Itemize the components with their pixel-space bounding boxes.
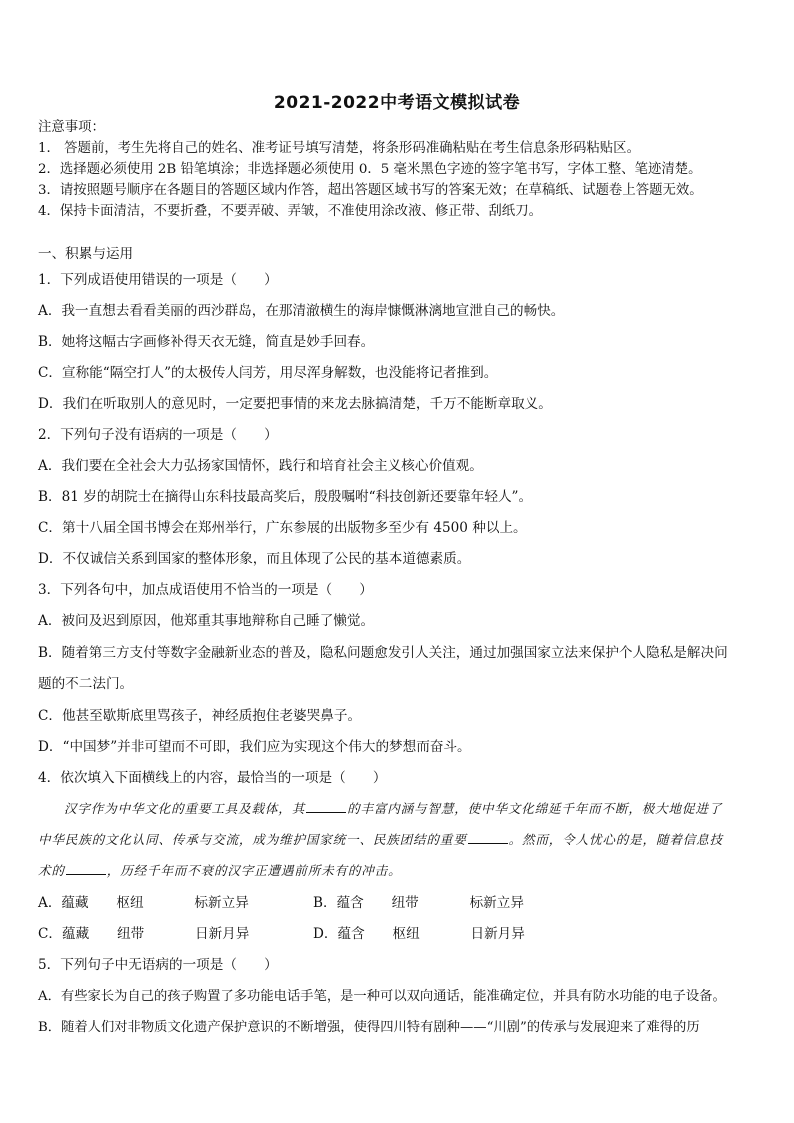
option-word: 枢纽 [116,895,144,911]
notice-item: 4．保持卡面清洁，不要折叠，不要弄破、弄皱，不准使用涂改液、修正带、刮纸刀。 [38,204,542,219]
question-stem: 4．依次填入下面横线上的内容，最恰当的一项是（ ） [38,770,387,786]
option-letter: B． [313,895,337,911]
passage-text: 。然而，令人忧心的是，随着信息技 [508,832,723,847]
answer-option-b [313,893,524,913]
option-word: 日新月异 [470,926,525,942]
option-letter: D． [313,926,338,942]
section-heading: 一、积累与运用 [38,246,134,262]
option-letter: A． [38,895,62,911]
option-word: 纽带 [391,895,419,911]
answer-option: A．我们要在全社会大力弘扬家国情怀，践行和培育社会主义核心价值观。 [38,458,483,474]
notice-item: 1． 答题前，考生先将自己的姓名、准考证号填写清楚，将条形码准确粘贴在考生信息条形码粘贴区。 [38,141,640,156]
question-stem: 1．下列成语使用错误的一项是（ ） [38,272,278,288]
question-stem: 5．下列句子中无语病的一项是（ ） [38,957,278,973]
fill-blank[interactable] [66,862,106,875]
answer-option: A．有些家长为自己的孩子购置了多功能电话手笔，是一种可以双向通话，能准确定位，并具有防水功能的电子设备。 [38,989,726,1004]
answer-option-c [38,924,249,944]
answer-option: C．第十八届全国书博会在郑州举行，广东参展的出版物多至少有 4500 种以上。 [38,520,527,536]
option-word: 标新立异 [194,895,249,911]
exam-title: 2021-2022中考语文模拟试卷 [273,93,521,113]
answer-option-a [38,893,249,913]
fill-blank[interactable] [468,831,508,844]
answer-option: D．不仅诚信关系到国家的整体形象，而且体现了公民的基本道德素质。 [38,551,471,567]
notice-heading: 注意事项： [38,120,105,135]
option-word: 日新月异 [195,926,250,942]
answer-option: A．我一直想去看看美丽的西沙群岛，在那清澈横生的海岸慷慨淋漓地宣泄自己的畅快。 [38,303,565,319]
option-word: 蕴藏 [62,926,90,942]
answer-option: B．随着第三方支付等数字金融新业态的普及，隐私问题愈发引人关注，通过加强国家立法来保护个人隐私是解决问 [38,645,728,661]
passage-text: 的丰富内涵与智慧，使中华文化绵延千年而不断，极大地促进了 [347,801,723,816]
passage-line [38,799,760,819]
notice-item: 3．请按照题号顺序在各题目的答题区域内作答，超出答题区域书写的答案无效；在草稿纸、试题卷上答题无效。 [38,183,703,198]
answer-option: D．“中国梦”并非可望而不可即，我们应为实现这个伟大的梦想而奋斗。 [38,739,471,755]
fill-blank[interactable] [306,800,346,813]
answer-option: C．他甚至歇斯底里骂孩子，神经质抱住老婆哭鼻子。 [38,708,362,724]
answer-option: B．81 岁的胡院士在摘得山东科技最高奖后，殷殷嘱咐“科技创新还要靠年轻人”。 [38,489,533,505]
option-word: 标新立异 [469,895,524,911]
option-word: 蕴含 [337,926,365,942]
passage-line [38,830,760,850]
notice-item: 2．选择题必须使用 2B 铅笔填涂；非选择题必须使用 0．5 毫米黑色字迹的签字笔书写，字体工整、笔迹清楚。 [38,162,702,177]
option-word: 蕴藏 [61,895,89,911]
option-letter: C． [38,926,62,942]
option-word: 枢纽 [392,926,420,942]
answer-option: C．宣称能“隔空打人”的太极传人闫芳，用尽浑身解数，也没能将记者推到。 [38,365,498,381]
option-word: 蕴含 [336,895,364,911]
passage-text: 汉字作为中华文化的重要工具及载体，其 [64,801,306,816]
question-stem: 3．下列各句中，加点成语使用不恰当的一项是（ ） [38,582,373,598]
answer-option: A．被问及迟到原因，他郑重其事地辩称自己睡了懒觉。 [38,613,375,629]
passage-text: 中华民族的文化认同、传承与交流，成为维护国家统一、民族团结的重要 [38,832,467,847]
answer-option: B．随着人们对非物质文化遗产保护意识的不断增强，使得四川特有剧种——“川剧”的传承与发展迎来了难得的历 [38,1020,700,1035]
passage-text: 术的 [38,863,65,878]
question-stem: 2．下列句子没有语病的一项是（ ） [38,427,278,443]
passage-line [38,861,760,881]
answer-option: B．她将这幅古字画修补得天衣无缝，简直是妙手回春。 [38,334,375,350]
answer-option-continued: 题的不二法门。 [38,676,134,692]
option-word: 纽带 [117,926,145,942]
answer-option-d [313,924,525,944]
answer-option: D．我们在听取别人的意见时，一定要把事情的来龙去脉搞清楚，千万不能断章取义。 [38,396,552,412]
passage-text: ，历经千年而不衰的汉字正遭遇前所未有的冲击。 [106,863,402,878]
